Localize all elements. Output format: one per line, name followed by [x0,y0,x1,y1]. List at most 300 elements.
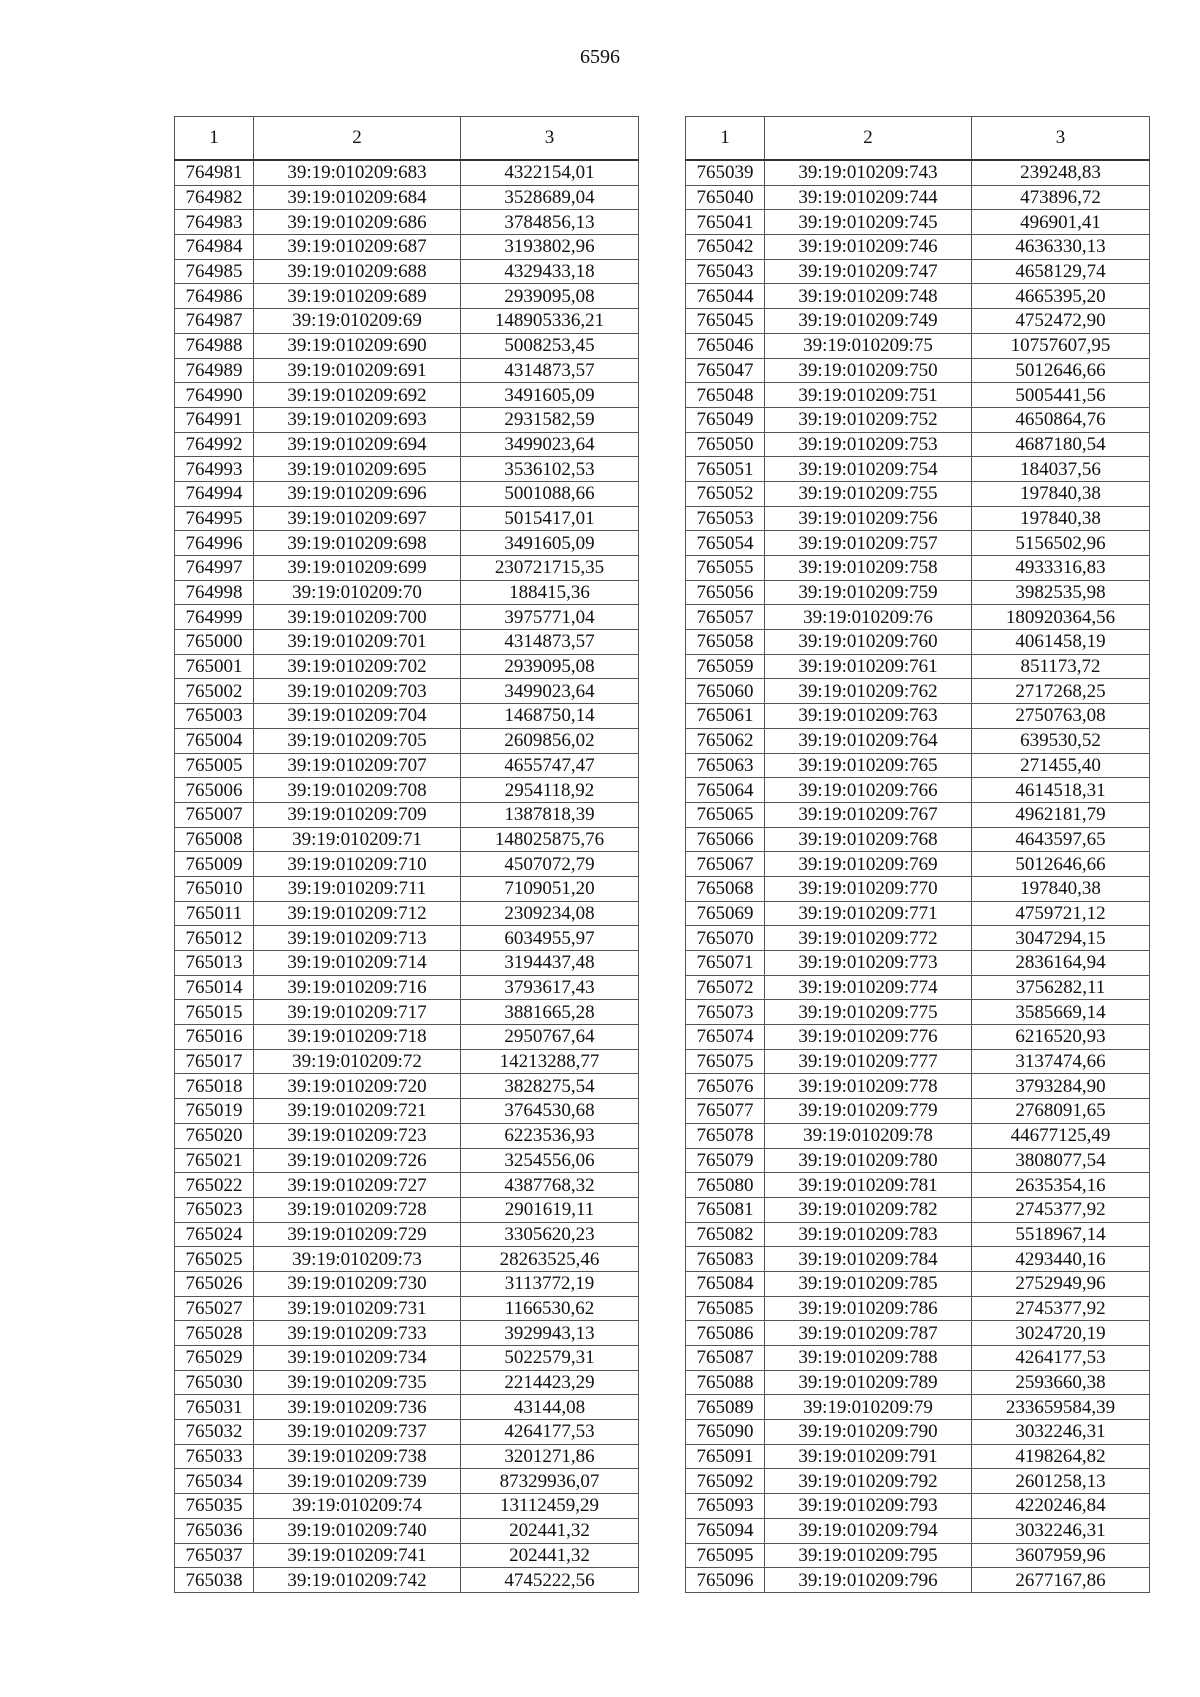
cadastral-number-cell: 39:19:010209:701 [254,630,461,655]
row-number-cell: 765088 [686,1370,765,1395]
value-cell: 2745377,92 [972,1296,1150,1321]
table-row [175,1222,639,1247]
row-number-cell: 765012 [175,926,254,951]
table-row [686,951,1150,976]
cadastral-number-cell: 39:19:010209:778 [765,1074,972,1099]
cadastral-number-cell: 39:19:010209:729 [254,1222,461,1247]
table-row [686,185,1150,210]
row-number-cell: 765034 [175,1469,254,1494]
row-number-cell: 765079 [686,1148,765,1173]
table-row [175,358,639,383]
data-table-left [174,116,639,1593]
cadastral-number-cell: 39:19:010209:788 [765,1346,972,1371]
cadastral-number-cell: 39:19:010209:731 [254,1296,461,1321]
cadastral-number-cell: 39:19:010209:703 [254,679,461,704]
value-cell: 4614518,31 [972,778,1150,803]
value-cell: 3929943,13 [461,1321,639,1346]
cadastral-number-cell: 39:19:010209:765 [765,753,972,778]
table-row [686,1568,1150,1593]
cadastral-number-cell: 39:19:010209:780 [765,1148,972,1173]
table-row [175,383,639,408]
table-row [686,876,1150,901]
value-cell: 3137474,66 [972,1049,1150,1074]
row-number-cell: 765019 [175,1099,254,1124]
value-cell: 3828275,54 [461,1074,639,1099]
table-row [686,1123,1150,1148]
cadastral-number-cell: 39:19:010209:751 [765,383,972,408]
value-cell: 43144,08 [461,1395,639,1420]
cadastral-number-cell: 39:19:010209:772 [765,926,972,951]
cadastral-number-cell: 39:19:010209:727 [254,1173,461,1198]
row-number-cell: 765026 [175,1271,254,1296]
table-row [175,1543,639,1568]
row-number-cell: 765096 [686,1568,765,1593]
table-row [175,481,639,506]
value-cell: 4759721,12 [972,901,1150,926]
cadastral-number-cell: 39:19:010209:702 [254,654,461,679]
table-row [686,1271,1150,1296]
cadastral-number-cell: 39:19:010209:791 [765,1444,972,1469]
table-row [686,235,1150,260]
value-cell: 197840,38 [972,876,1150,901]
row-number-cell: 765084 [686,1271,765,1296]
cadastral-number-cell: 39:19:010209:745 [765,210,972,235]
row-number-cell: 765090 [686,1420,765,1445]
table-row [686,1247,1150,1272]
data-table-right [685,116,1150,1593]
row-number-cell: 764999 [175,605,254,630]
table-row [175,1296,639,1321]
table-row [175,284,639,309]
value-cell: 1387818,39 [461,802,639,827]
column-header: 3 [461,117,639,161]
table-row [686,827,1150,852]
value-cell: 3499023,64 [461,432,639,457]
row-number-cell: 765031 [175,1395,254,1420]
value-cell: 3491605,09 [461,383,639,408]
row-number-cell: 765009 [175,852,254,877]
value-cell: 3764530,68 [461,1099,639,1124]
value-cell: 3784856,13 [461,210,639,235]
row-number-cell: 765087 [686,1346,765,1371]
table-row [175,185,639,210]
value-cell: 4752472,90 [972,309,1150,334]
cadastral-number-cell: 39:19:010209:758 [765,556,972,581]
cadastral-number-cell: 39:19:010209:752 [765,407,972,432]
table-row [175,1173,639,1198]
cadastral-number-cell: 39:19:010209:695 [254,457,461,482]
value-cell: 3024720,19 [972,1321,1150,1346]
value-cell: 4314873,57 [461,630,639,655]
value-cell: 3585669,14 [972,1000,1150,1025]
value-cell: 3499023,64 [461,679,639,704]
table-row [686,259,1150,284]
row-number-cell: 765015 [175,1000,254,1025]
table-row [175,531,639,556]
row-number-cell: 765020 [175,1123,254,1148]
table-row [686,407,1150,432]
row-number-cell: 765032 [175,1420,254,1445]
value-cell: 3793284,90 [972,1074,1150,1099]
value-cell: 4322154,01 [461,160,639,185]
row-number-cell: 764984 [175,235,254,260]
value-cell: 5001088,66 [461,481,639,506]
table-row [175,605,639,630]
row-number-cell: 765046 [686,333,765,358]
cadastral-number-cell: 39:19:010209:775 [765,1000,972,1025]
row-number-cell: 765017 [175,1049,254,1074]
row-number-cell: 765005 [175,753,254,778]
row-number-cell: 765008 [175,827,254,852]
cadastral-number-cell: 39:19:010209:769 [765,852,972,877]
value-cell: 5012646,66 [972,852,1150,877]
row-number-cell: 765023 [175,1197,254,1222]
table-row [175,1444,639,1469]
cadastral-number-cell: 39:19:010209:796 [765,1568,972,1593]
value-cell: 239248,83 [972,160,1150,185]
value-cell: 6216520,93 [972,1025,1150,1050]
cadastral-number-cell: 39:19:010209:787 [765,1321,972,1346]
table-row [686,1000,1150,1025]
value-cell: 6034955,97 [461,926,639,951]
table-row [686,1049,1150,1074]
table-row [175,802,639,827]
cadastral-number-cell: 39:19:010209:691 [254,358,461,383]
row-number-cell: 765065 [686,802,765,827]
value-cell: 6223536,93 [461,1123,639,1148]
table-row [686,605,1150,630]
cadastral-number-cell: 39:19:010209:738 [254,1444,461,1469]
row-number-cell: 765035 [175,1494,254,1519]
cadastral-number-cell: 39:19:010209:714 [254,951,461,976]
table-row [175,1148,639,1173]
row-number-cell: 765060 [686,679,765,704]
row-number-cell: 765002 [175,679,254,704]
cadastral-number-cell: 39:19:010209:717 [254,1000,461,1025]
cadastral-number-cell: 39:19:010209:684 [254,185,461,210]
value-cell: 4264177,53 [461,1420,639,1445]
table-row [686,506,1150,531]
table-header-row [686,117,1150,161]
cadastral-number-cell: 39:19:010209:705 [254,728,461,753]
cadastral-number-cell: 39:19:010209:735 [254,1370,461,1395]
row-number-cell: 765049 [686,407,765,432]
value-cell: 5008253,45 [461,333,639,358]
table-row [686,1469,1150,1494]
row-number-cell: 765036 [175,1518,254,1543]
cadastral-number-cell: 39:19:010209:733 [254,1321,461,1346]
cadastral-number-cell: 39:19:010209:700 [254,605,461,630]
row-number-cell: 765054 [686,531,765,556]
table-row [686,284,1150,309]
value-cell: 3047294,15 [972,926,1150,951]
value-cell: 2677167,86 [972,1568,1150,1593]
value-cell: 184037,56 [972,457,1150,482]
table-row [175,160,639,185]
value-cell: 7109051,20 [461,876,639,901]
cadastral-number-cell: 39:19:010209:767 [765,802,972,827]
cadastral-number-cell: 39:19:010209:782 [765,1197,972,1222]
table-row [686,975,1150,1000]
value-cell: 4198264,82 [972,1444,1150,1469]
table-row [175,1494,639,1519]
cadastral-number-cell: 39:19:010209:694 [254,432,461,457]
value-cell: 2717268,25 [972,679,1150,704]
cadastral-number-cell: 39:19:010209:764 [765,728,972,753]
value-cell: 3528689,04 [461,185,639,210]
row-number-cell: 765061 [686,704,765,729]
column-header: 1 [175,117,254,161]
table-row [175,679,639,704]
table-row [175,654,639,679]
row-number-cell: 765014 [175,975,254,1000]
row-number-cell: 765044 [686,284,765,309]
value-cell: 5005441,56 [972,383,1150,408]
table-row [686,654,1150,679]
row-number-cell: 765095 [686,1543,765,1568]
row-number-cell: 765083 [686,1247,765,1272]
row-number-cell: 764994 [175,481,254,506]
row-number-cell: 765062 [686,728,765,753]
table-row [175,1197,639,1222]
row-number-cell: 765093 [686,1494,765,1519]
table-row [686,1395,1150,1420]
table-row [686,481,1150,506]
table-row [175,309,639,334]
value-cell: 4220246,84 [972,1494,1150,1519]
row-number-cell: 765071 [686,951,765,976]
row-number-cell: 765089 [686,1395,765,1420]
cadastral-number-cell: 39:19:010209:737 [254,1420,461,1445]
value-cell: 230721715,35 [461,556,639,581]
cadastral-number-cell: 39:19:010209:697 [254,506,461,531]
value-cell: 4387768,32 [461,1173,639,1198]
cadastral-number-cell: 39:19:010209:783 [765,1222,972,1247]
table-row [175,1346,639,1371]
column-header: 3 [972,117,1150,161]
value-cell: 28263525,46 [461,1247,639,1272]
value-cell: 4264177,53 [972,1346,1150,1371]
value-cell: 4687180,54 [972,432,1150,457]
row-number-cell: 765075 [686,1049,765,1074]
row-number-cell: 765072 [686,975,765,1000]
cadastral-number-cell: 39:19:010209:698 [254,531,461,556]
table-row [175,1000,639,1025]
row-number-cell: 765081 [686,1197,765,1222]
row-number-cell: 765055 [686,556,765,581]
table-row [686,630,1150,655]
row-number-cell: 765053 [686,506,765,531]
table-row [175,1247,639,1272]
value-cell: 2768091,65 [972,1099,1150,1124]
cadastral-number-cell: 39:19:010209:749 [765,309,972,334]
row-number-cell: 765050 [686,432,765,457]
cadastral-number-cell: 39:19:010209:740 [254,1518,461,1543]
table-row [175,951,639,976]
row-number-cell: 765004 [175,728,254,753]
table-row [686,753,1150,778]
table-row [686,1025,1150,1050]
table-row [175,1469,639,1494]
value-cell: 3254556,06 [461,1148,639,1173]
cadastral-number-cell: 39:19:010209:739 [254,1469,461,1494]
cadastral-number-cell: 39:19:010209:79 [765,1395,972,1420]
value-cell: 14213288,77 [461,1049,639,1074]
cadastral-number-cell: 39:19:010209:690 [254,333,461,358]
value-cell: 197840,38 [972,506,1150,531]
cadastral-number-cell: 39:19:010209:795 [765,1543,972,1568]
row-number-cell: 764991 [175,407,254,432]
table-row [175,704,639,729]
value-cell: 4665395,20 [972,284,1150,309]
row-number-cell: 765070 [686,926,765,951]
value-cell: 180920364,56 [972,605,1150,630]
row-number-cell: 765092 [686,1469,765,1494]
row-number-cell: 765040 [686,185,765,210]
value-cell: 5022579,31 [461,1346,639,1371]
cadastral-number-cell: 39:19:010209:708 [254,778,461,803]
row-number-cell: 764987 [175,309,254,334]
value-cell: 473896,72 [972,185,1150,210]
value-cell: 3305620,23 [461,1222,639,1247]
row-number-cell: 765073 [686,1000,765,1025]
row-number-cell: 765018 [175,1074,254,1099]
row-number-cell: 764997 [175,556,254,581]
table-row [175,926,639,951]
value-cell: 148025875,76 [461,827,639,852]
value-cell: 4745222,56 [461,1568,639,1593]
row-number-cell: 765057 [686,605,765,630]
row-number-cell: 765074 [686,1025,765,1050]
cadastral-number-cell: 39:19:010209:794 [765,1518,972,1543]
value-cell: 3032246,31 [972,1518,1150,1543]
row-number-cell: 765068 [686,876,765,901]
value-cell: 4643597,65 [972,827,1150,852]
value-cell: 4636330,13 [972,235,1150,260]
cadastral-number-cell: 39:19:010209:692 [254,383,461,408]
cadastral-number-cell: 39:19:010209:773 [765,951,972,976]
table-row [686,358,1150,383]
row-number-cell: 765045 [686,309,765,334]
cadastral-number-cell: 39:19:010209:755 [765,481,972,506]
table-row [175,407,639,432]
value-cell: 87329936,07 [461,1469,639,1494]
row-number-cell: 765038 [175,1568,254,1593]
table-row [175,876,639,901]
value-cell: 3793617,43 [461,975,639,1000]
row-number-cell: 765010 [175,876,254,901]
cadastral-number-cell: 39:19:010209:78 [765,1123,972,1148]
row-number-cell: 764992 [175,432,254,457]
value-cell: 3756282,11 [972,975,1150,1000]
row-number-cell: 765007 [175,802,254,827]
cadastral-number-cell: 39:19:010209:746 [765,235,972,260]
cadastral-number-cell: 39:19:010209:750 [765,358,972,383]
table-row [686,432,1150,457]
table-row [686,1222,1150,1247]
value-cell: 202441,32 [461,1543,639,1568]
table-row [686,1099,1150,1124]
value-cell: 2752949,96 [972,1271,1150,1296]
value-cell: 5012646,66 [972,358,1150,383]
table-row [175,1518,639,1543]
table-row [175,1370,639,1395]
row-number-cell: 764998 [175,580,254,605]
table-row [175,975,639,1000]
cadastral-number-cell: 39:19:010209:781 [765,1173,972,1198]
cadastral-number-cell: 39:19:010209:730 [254,1271,461,1296]
cadastral-number-cell: 39:19:010209:683 [254,160,461,185]
value-cell: 3491605,09 [461,531,639,556]
value-cell: 2601258,13 [972,1469,1150,1494]
table-row [175,1099,639,1124]
row-number-cell: 765058 [686,630,765,655]
row-number-cell: 765027 [175,1296,254,1321]
table-row [175,1074,639,1099]
cadastral-number-cell: 39:19:010209:747 [765,259,972,284]
row-number-cell: 765080 [686,1173,765,1198]
table-row [175,457,639,482]
table-row [175,506,639,531]
row-number-cell: 765011 [175,901,254,926]
value-cell: 4655747,47 [461,753,639,778]
row-number-cell: 765024 [175,1222,254,1247]
row-number-cell: 765003 [175,704,254,729]
value-cell: 2635354,16 [972,1173,1150,1198]
row-number-cell: 765051 [686,457,765,482]
cadastral-number-cell: 39:19:010209:774 [765,975,972,1000]
table-row [686,1321,1150,1346]
cadastral-number-cell: 39:19:010209:686 [254,210,461,235]
value-cell: 3032246,31 [972,1420,1150,1445]
row-number-cell: 765094 [686,1518,765,1543]
value-cell: 4962181,79 [972,802,1150,827]
cadastral-number-cell: 39:19:010209:789 [765,1370,972,1395]
value-cell: 2309234,08 [461,901,639,926]
table-row [686,1074,1150,1099]
cadastral-number-cell: 39:19:010209:753 [765,432,972,457]
cadastral-number-cell: 39:19:010209:71 [254,827,461,852]
cadastral-number-cell: 39:19:010209:69 [254,309,461,334]
value-cell: 2931582,59 [461,407,639,432]
row-number-cell: 765059 [686,654,765,679]
row-number-cell: 765022 [175,1173,254,1198]
value-cell: 496901,41 [972,210,1150,235]
cadastral-number-cell: 39:19:010209:759 [765,580,972,605]
row-number-cell: 764989 [175,358,254,383]
cadastral-number-cell: 39:19:010209:723 [254,1123,461,1148]
column-header: 2 [254,117,461,161]
table-row [175,1395,639,1420]
cadastral-number-cell: 39:19:010209:721 [254,1099,461,1124]
value-cell: 197840,38 [972,481,1150,506]
table-row [175,259,639,284]
cadastral-number-cell: 39:19:010209:688 [254,259,461,284]
value-cell: 3201271,86 [461,1444,639,1469]
table-row [686,926,1150,951]
table-row [686,556,1150,581]
cadastral-number-cell: 39:19:010209:707 [254,753,461,778]
value-cell: 3607959,96 [972,1543,1150,1568]
value-cell: 13112459,29 [461,1494,639,1519]
row-number-cell: 764982 [175,185,254,210]
row-number-cell: 765048 [686,383,765,408]
row-number-cell: 765037 [175,1543,254,1568]
value-cell: 2836164,94 [972,951,1150,976]
value-cell: 4293440,16 [972,1247,1150,1272]
cadastral-number-cell: 39:19:010209:699 [254,556,461,581]
cadastral-number-cell: 39:19:010209:771 [765,901,972,926]
